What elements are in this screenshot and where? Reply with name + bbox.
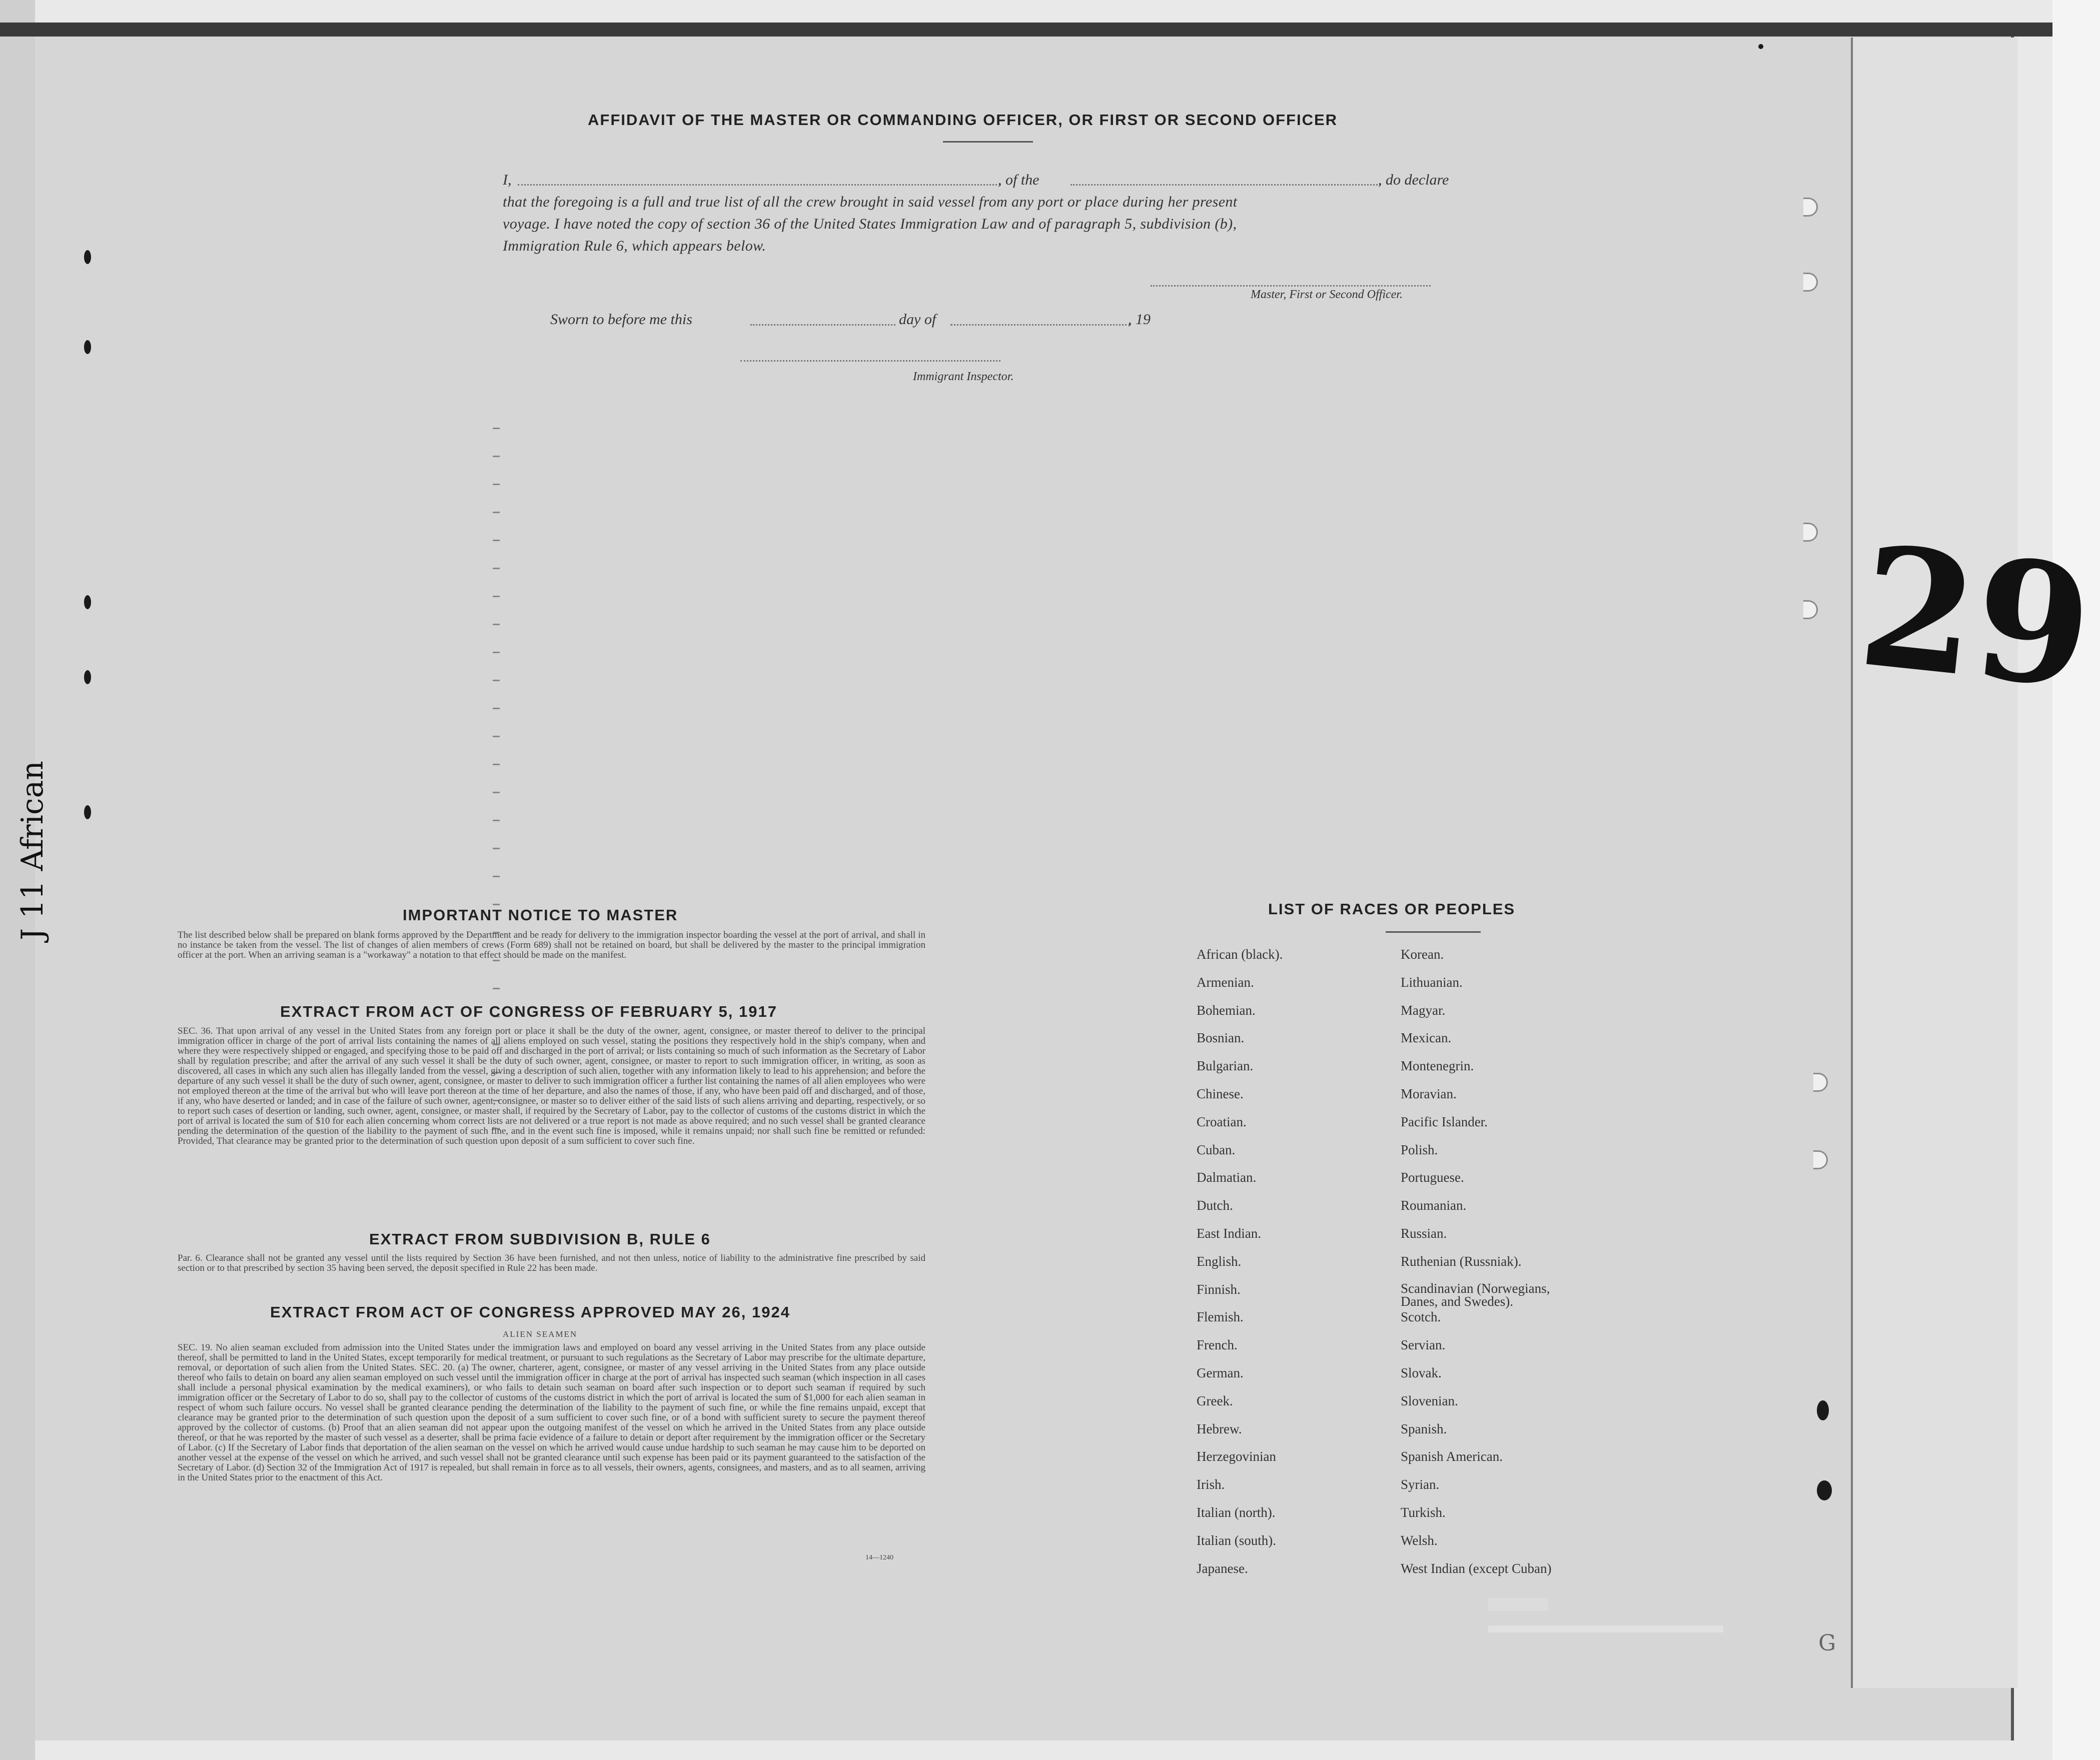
affidavit-of-the: , of the: [998, 172, 1039, 188]
affidavit-declare: , do declare: [1378, 172, 1449, 188]
race-item: Armenian.: [1197, 974, 1254, 990]
race-item: Croatian.: [1197, 1114, 1247, 1129]
sworn-month-blank: [950, 324, 1131, 326]
vessel-blank: [1071, 184, 1381, 186]
race-item: Hebrew.: [1197, 1421, 1242, 1436]
race-item: Herzegovinian: [1197, 1449, 1276, 1464]
notice-title: IMPORTANT NOTICE TO MASTER: [403, 906, 678, 924]
race-item: Japanese.: [1197, 1560, 1248, 1576]
race-item: Turkish.: [1401, 1504, 1446, 1520]
margin-tick: [493, 596, 500, 597]
extract-1924-text: SEC. 19. No alien seaman excluded from admission into the United States under the immigration laws and employed on board any vessel arriving in the United States from any place outside thereof, shall be permitted to land in the United States, except temporarily for medical treatment, or pursuant to such regulations as the Secretary of Labor may prescribe for the ultimate departure, removal, or deportation of such alien from the United States. SEC. 20. (a) The owner, charterer, agent, consignee, or master of any vessel arriving in the United States from any place outside thereof who fails to detain on board any alien seaman employed on such vessel until the immigration officer in charge at the port of arrival has inspected such seaman (which inspection in all cases shall include a personal physical examination by the medical examiners), or who fails to detain such seaman on board after such inspection or to deport such seaman if required by such immigration officer or the Secretary of Labor to do so, shall pay to the collector of customs of the customs district in which the port of arrival is located the sum of $1,000 for each alien seaman in respect of whom such failure occurs. No vessel shall be granted clearance pending the determination of the liability to the payment of such fine, or while the fine remains unpaid, except that clearance may be granted prior to the determination of such question upon the deposit of a sum sufficient to cover such fine, or of a bond with sufficient surety to secure the payment thereof approved by the collector of customs. (b) Proof that an alien seaman did not appear upon the outgoing manifest of the vessel on which he arrived in the United States from any place outside thereof, or that he was reported by the master of such vessel as a deserter, shall be prima facie evidence of a failure to detain or deport after requirement by the immigration officer or the Secretary of Labor. (c) If the Secretary of Labor finds that deportation of the alien seaman on the vessel on which he arrived would cause undue hardship to such seaman he may cause him to be deported on another vessel at the expense of the vessel on which he arrived, and such vessel shall not be granted clearance until such expense has been paid or its payment guaranteed to the satisfaction of the Secretary of Labor. (d) Section 32 of the Immigration Act of 1917 is repealed, but shall remain in force as to all vessels, their owners, agents, consignees, and masters, and as to all seamen, arriving in the United States prior to the enactment of this Act.: [178, 1342, 925, 1483]
margin-tick: [493, 848, 500, 849]
race-item: Roumanian.: [1401, 1198, 1467, 1213]
inspector-label: Immigrant Inspector.: [913, 370, 1014, 383]
race-item: Spanish.: [1401, 1421, 1447, 1436]
races-column-1: [1197, 947, 1283, 1588]
sworn-day-of: day of: [899, 311, 936, 328]
binding-dot: [84, 595, 91, 609]
race-item: Italian (south).: [1197, 1532, 1276, 1548]
race-item: Cuban.: [1197, 1142, 1236, 1157]
race-item: East Indian.: [1197, 1225, 1261, 1241]
binding-dot: [84, 340, 91, 354]
title-rule: [943, 141, 1033, 143]
race-item: Bosnian.: [1197, 1030, 1245, 1046]
race-item: Dalmatian.: [1197, 1170, 1257, 1185]
race-item: Montenegrin.: [1401, 1058, 1474, 1074]
extract-1924-subtitle: ALIEN SEAMEN: [503, 1329, 578, 1339]
races-column-2: [1401, 947, 1581, 1588]
race-item: Polish.: [1401, 1142, 1438, 1157]
extract-1924-title: EXTRACT FROM ACT OF CONGRESS APPROVED MAY 26, 1924: [270, 1303, 790, 1321]
affidavit-line-4: Immigration Rule 6, which appears below.: [503, 238, 766, 254]
margin-tick: [493, 652, 500, 653]
extract-rule6-text: Par. 6. Clearance shall not be granted any vessel until the lists required by Section 36 have been furnished, and not then unless, notice of liability to the administrative fine prescribed by said section or to that prescribed by section 35 having been served, the deposit specified in Rule 22 has been made.: [178, 1253, 925, 1273]
sworn-year: , 19: [1128, 311, 1151, 328]
margin-tick: [493, 876, 500, 877]
race-item: Ruthenian (Russniak).: [1401, 1253, 1522, 1269]
extract-1917-title: EXTRACT FROM ACT OF CONGRESS OF FEBRUARY 5, 1917: [280, 1003, 777, 1020]
margin-tick: [493, 456, 500, 457]
race-item: West Indian (except Cuban): [1401, 1560, 1552, 1576]
signature-blank: [1151, 285, 1431, 287]
name-blank: [518, 184, 1000, 186]
handwritten-page-number: 29: [1851, 509, 2100, 726]
binding-dot: [84, 670, 91, 684]
extract-rule6-title: EXTRACT FROM SUBDIVISION B, RULE 6: [369, 1230, 711, 1248]
scan-top-edge: [0, 23, 2052, 37]
sworn-prefix: Sworn to before me this: [550, 311, 692, 328]
margin-tick: [493, 512, 500, 513]
race-item: African (black).: [1197, 947, 1283, 962]
race-item: Welsh.: [1401, 1532, 1438, 1548]
margin-tick: [493, 820, 500, 821]
affidavit-title: AFFIDAVIT OF THE MASTER OR COMMANDING OFFICER, OR FIRST OR SECOND OFFICER: [588, 111, 1338, 129]
race-item: Russian.: [1401, 1225, 1447, 1241]
race-item: Moravian.: [1401, 1086, 1457, 1101]
punch-hole-dark: [1817, 1480, 1832, 1500]
race-item: Servian.: [1401, 1337, 1446, 1353]
signature-label: Master, First or Second Officer.: [1251, 288, 1403, 301]
margin-tick: [493, 624, 500, 625]
margin-tick: [493, 540, 500, 541]
margin-tick: [493, 568, 500, 569]
race-item: Dutch.: [1197, 1198, 1233, 1213]
adjacent-page-strip: [1851, 38, 2018, 1688]
race-item: Finnish.: [1197, 1281, 1241, 1297]
race-item: Irish.: [1197, 1477, 1225, 1492]
race-item: Greek.: [1197, 1393, 1233, 1408]
affidavit-i: I,: [503, 172, 512, 188]
margin-tick: [493, 792, 500, 793]
race-item: Syrian.: [1401, 1477, 1440, 1492]
races-title-rule: [1386, 931, 1481, 933]
margin-tick: [493, 904, 500, 905]
race-item: Pacific Islander.: [1401, 1114, 1488, 1129]
sworn-day-blank: [750, 324, 895, 326]
handwritten-margin-note: J 11 African: [15, 761, 50, 940]
smudge: [1488, 1625, 1723, 1632]
smudge: [1488, 1598, 1548, 1611]
race-item: Scandinavian (Norwegians, Danes, and Swedes).: [1401, 1280, 1550, 1309]
race-item: Chinese.: [1197, 1086, 1244, 1101]
extract-1917-text: SEC. 36. That upon arrival of any vessel in the United States from any foreign port or place it shall be the duty of the owner, agent, consignee, or master thereof to deliver to the principal immigration officer in charge of the port of arrival lists containing the names of all aliens employed on such vessel, stating the positions they respectively hold in the ship's company, when and where they were respectively shipped or engaged, and specifying those to be paid off and discharged in the port of arrival; or lists containing so much of such information as the Secretary of Labor shall by regulation prescribe; and after the arrival of any such vessel it shall be the duty of such owner, agent, consignee, or master to report to such immigration officer, in writing, as soon as discovered, all cases in which any such alien has illegally landed from the vessel, giving a description of such alien, together with any information likely to lead to his apprehension; and before the departure of any such vessel it shall be the duty of such owner, agent, consignee, or master to deliver to such immigration officer a further list containing the names of all alien employees who were not employed thereon at the time of the arrival but who will leave port thereon at the time of her departure, and also the names of those, if any, who have been paid off and discharged, and of those, if any, who have deserted or landed; and in case of the failure of such owner, agent, consignee, or master so to deliver either of the said lists of such aliens arriving and departing, respectively, or so to report such cases of desertion or landing, such owner, agent, consignee, or master shall, if required by the Secretary of Labor, pay to the collector of customs of the customs district in which the port of arrival is located the sum of $10 for each alien concerning whom correct lists are not delivered or a true report is not made as above required; and no such vessel shall be granted clearance pending the determination of the question of the liability to the payment of such fine, and in the event such fine is imposed, while it remains unpaid; nor shall such fine be remitted or refunded: Provided, That clearance may be granted prior to the determination of such question upon deposit of a sum sufficient to cover such fine.: [178, 1026, 925, 1146]
speck: [1758, 44, 1763, 49]
race-item: French.: [1197, 1337, 1238, 1353]
notice-text: The list described below shall be prepared on blank forms approved by the Department and be ready for delivery to the immigration inspector boarding the vessel at the port of arrival, and shall in no instance be taken from the vessel. The list of changes of alien members of crews (Form 689) shall not be retained on board, but shall be delivered by the master to the principal immigration officer at the port. When an arriving seaman is a "workaway" a notation to that effect should be made on the manifest.: [178, 930, 925, 960]
affidavit-line-3: voyage. I have noted the copy of section 36 of the United States Immigration Law and of paragraph 5, subdivision (b),: [503, 216, 1237, 232]
race-item: English.: [1197, 1253, 1242, 1269]
race-item: Magyar.: [1401, 1002, 1446, 1018]
handwritten-corner-mark: G: [1818, 1630, 1836, 1656]
race-item: Bulgarian.: [1197, 1058, 1254, 1074]
race-item: Mexican.: [1401, 1030, 1452, 1046]
margin-tick: [493, 988, 500, 989]
binding-dot: [84, 805, 91, 819]
race-item: Scotch.: [1401, 1309, 1441, 1325]
binding-dot: [84, 250, 91, 264]
margin-tick: [493, 708, 500, 709]
inspector-blank: [740, 360, 1000, 362]
punch-hole-dark: [1817, 1400, 1829, 1420]
races-title: LIST OF RACES OR PEOPLES: [1268, 900, 1516, 918]
back-sheet: [35, 30, 2014, 1740]
margin-tick: [493, 680, 500, 681]
race-item: Slovenian.: [1401, 1393, 1458, 1408]
margin-tick: [493, 736, 500, 737]
race-item: German.: [1197, 1365, 1244, 1380]
margin-tick: [493, 764, 500, 765]
race-item: Bohemian.: [1197, 1002, 1256, 1018]
affidavit-line-2: that the foregoing is a full and true list of all the crew brought in said vessel from any port or place during her present: [503, 194, 1238, 210]
margin-tick: [493, 428, 500, 429]
form-number: 14—1240: [865, 1554, 893, 1561]
race-item: Portuguese.: [1401, 1170, 1464, 1185]
race-item: Slovak.: [1401, 1365, 1442, 1380]
race-item: Italian (north).: [1197, 1504, 1276, 1520]
race-item: Lithuanian.: [1401, 974, 1463, 990]
race-item: Spanish American.: [1401, 1449, 1503, 1464]
race-item: Korean.: [1401, 947, 1444, 962]
margin-tick: [493, 484, 500, 485]
race-item: Flemish.: [1197, 1309, 1244, 1325]
